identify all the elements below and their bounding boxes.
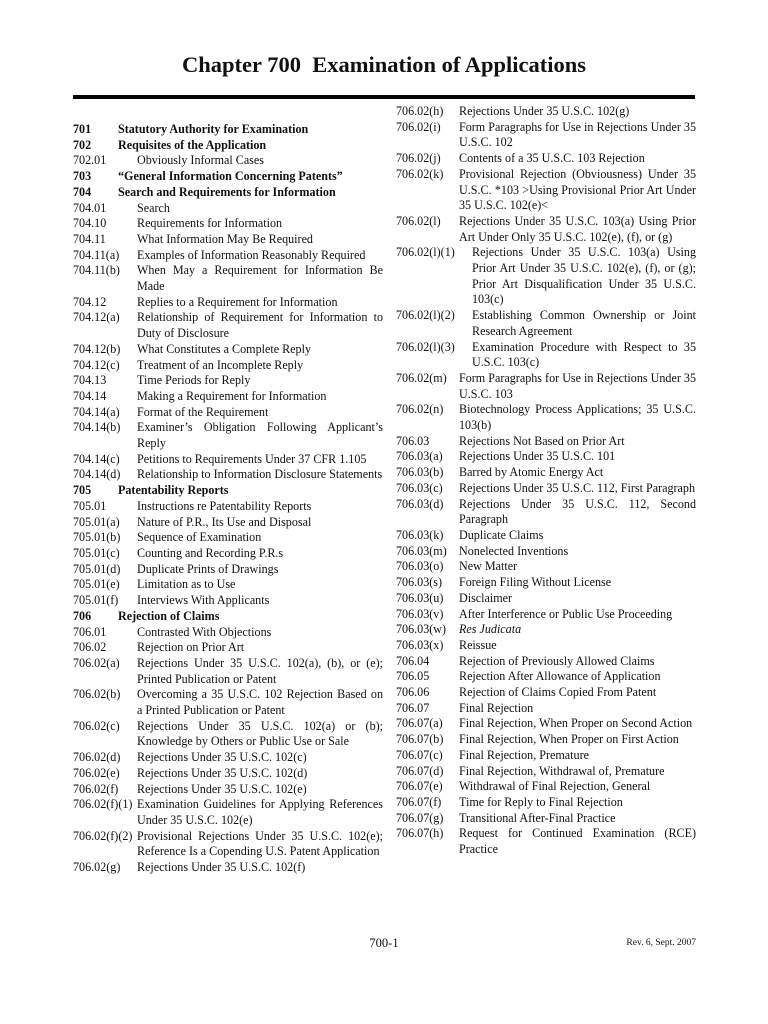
- section-title: Form Paragraphs for Use in Rejections Under 35 U.S.C. 102: [459, 119, 696, 150]
- toc-entry: [396, 638, 696, 654]
- toc-entry: [73, 216, 383, 232]
- section-number: 706.03(u): [396, 590, 444, 605]
- toc-entry: [73, 719, 383, 750]
- section-number: 706.03(k): [396, 527, 444, 542]
- section-number: 706.03(d): [396, 496, 444, 511]
- section-title: Format of the Requirement: [137, 404, 269, 419]
- section-title: Petitions to Requirements Under 37 CFR 1.105: [137, 451, 367, 466]
- toc-entry: [73, 562, 383, 578]
- toc-entry: [396, 622, 696, 638]
- toc-right-column: [396, 104, 696, 858]
- section-title: Duplicate Claims: [459, 527, 544, 542]
- section-number: 706.06: [396, 685, 430, 700]
- section-number: 704.14(c): [73, 451, 120, 466]
- section-number: 706.02(l)(1): [396, 245, 455, 260]
- section-number: 704.11(b): [73, 263, 120, 278]
- section-title: Interviews With Applicants: [137, 593, 270, 608]
- toc-entry: [73, 358, 383, 374]
- section-number: 706.02(f)(2): [73, 828, 133, 843]
- section-title: Contents of a 35 U.S.C. 103 Rejection: [459, 151, 645, 166]
- section-number: 706.02(g): [73, 860, 121, 875]
- section-title: Search and Requirements for Information: [118, 184, 336, 199]
- section-number: 705.01(c): [73, 545, 120, 560]
- section-number: 704.01: [73, 200, 107, 215]
- toc-entry: [396, 685, 696, 701]
- section-number: 706.02(b): [73, 687, 121, 702]
- section-number: 706.07(b): [396, 732, 444, 747]
- toc-entry: [73, 577, 383, 593]
- toc-entry: [73, 263, 383, 294]
- toc-entry: [396, 104, 696, 120]
- section-number: 705.01(e): [73, 577, 120, 592]
- section-title: Relationship to Information Disclosure Statements: [137, 467, 383, 482]
- section-title: Final Rejection, Withdrawal of, Premature: [459, 763, 665, 778]
- section-number: 704.11: [73, 231, 106, 246]
- section-title: Final Rejection, Premature: [459, 747, 589, 762]
- section-number: 704.12(c): [73, 357, 120, 372]
- section-number: 706.07(g): [396, 810, 444, 825]
- section-title: Instructions re Patentability Reports: [137, 498, 312, 513]
- section-title: Reissue: [459, 637, 497, 652]
- section-title: Request for Continued Examination (RCE) Practice: [459, 826, 696, 857]
- section-title: Rejections Under 35 U.S.C. 102(a) or (b); Knowledge by Others or Public Use or Sale: [137, 718, 383, 749]
- section-title: Examples of Information Reasonably Required: [137, 247, 366, 262]
- section-title: Rejections Under 35 U.S.C. 102(e): [137, 781, 307, 796]
- section-number: 706.02(c): [73, 718, 120, 733]
- section-number: 704.14(a): [73, 404, 120, 419]
- section-number: 706.07(e): [396, 779, 443, 794]
- section-title: Requisites of the Application: [118, 137, 267, 152]
- toc-entry: [396, 669, 696, 685]
- section-title: Obviously Informal Cases: [137, 153, 264, 168]
- toc-entry: [396, 167, 696, 214]
- toc-entry: [396, 732, 696, 748]
- toc-entry: [396, 120, 696, 151]
- section-title: Nature of P.R., Its Use and Disposal: [137, 514, 312, 529]
- section-title: Duplicate Prints of Drawings: [137, 561, 279, 576]
- toc-entry: [73, 201, 383, 217]
- section-number: 705: [73, 483, 92, 498]
- section-title: Rejection After Allowance of Application: [459, 669, 661, 684]
- section-number: 706.07(f): [396, 794, 442, 809]
- section-number: 706.07(d): [396, 763, 444, 778]
- toc-entry: [396, 151, 696, 167]
- toc-entry: [396, 591, 696, 607]
- section-number: 706.02(l)(3): [396, 339, 455, 354]
- toc-entry: [73, 499, 383, 515]
- section-title: Contrasted With Objections: [137, 624, 272, 639]
- section-title: Nonelected Inventions: [459, 543, 569, 558]
- section-title: Examination Procedure with Respect to 35 U.S.C. 103(c): [472, 339, 696, 370]
- toc-entry: [73, 640, 383, 656]
- toc-entry: [73, 389, 383, 405]
- toc-entry: [396, 528, 696, 544]
- section-number: 704.10: [73, 216, 107, 231]
- section-number: 704.13: [73, 373, 107, 388]
- section-title: Rejections Under 35 U.S.C. 102(d): [137, 765, 308, 780]
- section-number: 706.03(c): [396, 480, 443, 495]
- section-title: Rejections Under 35 U.S.C. 103(a) Using Prior Art Under Only 35 U.S.C. 102(e), (f), or (g): [459, 213, 696, 244]
- section-number: 706.02(m): [396, 370, 447, 385]
- section-number: 705.01(b): [73, 530, 121, 545]
- section-number: 706.01: [73, 624, 107, 639]
- toc-entry: [73, 232, 383, 248]
- toc-entry: [73, 405, 383, 421]
- section-number: 705.01: [73, 498, 107, 513]
- section-title: Overcoming a 35 U.S.C. 102 Rejection Based on a Printed Publication or Patent: [137, 687, 383, 718]
- toc-entry: [73, 420, 383, 451]
- section-number: 706.02(k): [396, 166, 444, 181]
- section-number: 706.03(m): [396, 543, 447, 558]
- section-title: Rejections Under 35 U.S.C. 112, Second Paragraph: [459, 496, 696, 527]
- section-title: Statutory Authority for Examination: [118, 122, 309, 136]
- section-title: Rejections Under 35 U.S.C. 102(f): [137, 860, 306, 875]
- section-number: 706.02(n): [396, 402, 444, 417]
- section-number: 706.02(e): [73, 765, 120, 780]
- toc-entry: [73, 153, 383, 169]
- chapter-title: Chapter 700 Examination of Applications: [181, 52, 586, 77]
- toc-entry: [73, 530, 383, 546]
- toc-entry: [73, 797, 383, 828]
- section-number: 706.02(j): [396, 151, 441, 166]
- section-number: 706.02(h): [396, 104, 444, 118]
- section-title: “General Information Concerning Patents”: [118, 169, 343, 184]
- toc-entry: [73, 310, 383, 341]
- section-number: 704.14(b): [73, 420, 121, 435]
- section-title: Res Judicata: [459, 622, 522, 637]
- section-title: Establishing Common Ownership or Joint Research Agreement: [472, 308, 696, 338]
- section-title: Provisional Rejection (Obviousness) Under 35 U.S.C. *103 >Using Provisional Prior Art Under 35 U.S.C. 102(e)<: [459, 166, 696, 213]
- section-title: Requirements for Information: [137, 216, 283, 231]
- section-title: Making a Requirement for Information: [137, 388, 327, 403]
- toc-entry: [73, 829, 383, 860]
- section-title: Barred by Atomic Energy Act: [459, 465, 604, 480]
- section-title: After Interference or Public Use Proceeding: [459, 606, 673, 621]
- section-number: 704.12(a): [73, 310, 120, 325]
- footer-page-number: 700-1: [369, 936, 399, 950]
- toc-entry: [73, 342, 383, 358]
- toc-entry: [396, 764, 696, 780]
- section-number: 705.01(f): [73, 593, 119, 608]
- section-title: Rejections Under 35 U.S.C. 102(c): [137, 750, 307, 765]
- toc-entry: [73, 373, 383, 389]
- section-number: 702: [73, 137, 92, 152]
- toc-entry: [396, 826, 696, 857]
- toc-entry: [73, 609, 383, 625]
- section-number: 706.03(x): [396, 637, 444, 652]
- section-number: 705.01(a): [73, 514, 120, 529]
- section-title: Final Rejection, When Proper on First Action: [459, 732, 679, 747]
- toc-entry: [73, 452, 383, 468]
- toc-entry: [396, 575, 696, 591]
- title-rule: [73, 95, 695, 99]
- toc-entry: [73, 782, 383, 798]
- section-number: 706: [73, 608, 92, 623]
- section-number: 704.14: [73, 388, 107, 403]
- section-title: Rejections Not Based on Prior Art: [459, 433, 625, 448]
- toc-entry: [396, 795, 696, 811]
- toc-entry: [73, 483, 383, 499]
- toc-entry: [396, 748, 696, 764]
- toc-entry: [73, 656, 383, 687]
- section-title: Form Paragraphs for Use in Rejections Under 35 U.S.C. 103: [459, 370, 696, 401]
- section-title: Rejections Under 35 U.S.C. 101: [459, 449, 616, 464]
- section-title: Final Rejection: [459, 700, 534, 715]
- section-number: 706.02(l)(2): [396, 308, 455, 323]
- toc-entry: [73, 138, 383, 154]
- section-title: Limitation as to Use: [137, 577, 236, 592]
- section-title: Rejections Under 35 U.S.C. 102(g): [459, 104, 630, 118]
- section-title: Rejections Under 35 U.S.C. 102(a), (b), or (e); Printed Publication or Patent: [137, 655, 383, 686]
- section-title: Treatment of an Incomplete Reply: [137, 357, 304, 372]
- section-number: 703: [73, 169, 92, 184]
- toc-entry: [396, 481, 696, 497]
- toc-entry: [73, 860, 383, 876]
- section-title: Replies to a Requirement for Information: [137, 294, 338, 309]
- section-number: 706.02(d): [73, 750, 121, 765]
- section-title: Rejection of Previously Allowed Claims: [459, 653, 655, 668]
- section-number: 706.07(h): [396, 826, 444, 841]
- section-title: Counting and Recording P.R.s: [137, 545, 284, 560]
- section-number: 706.02: [73, 640, 107, 655]
- section-number: 706.05: [396, 669, 430, 684]
- toc-entry: [73, 295, 383, 311]
- section-title: Foreign Filing Without License: [459, 575, 612, 590]
- section-title: Transitional After-Final Practice: [459, 810, 616, 825]
- section-number: 706.03(b): [396, 465, 444, 480]
- section-number: 706.07: [396, 700, 430, 715]
- section-title: Search: [137, 200, 170, 215]
- toc-entry: [73, 546, 383, 562]
- toc-entry: [396, 716, 696, 732]
- section-number: 704.12(b): [73, 341, 121, 356]
- section-title: Patentability Reports: [118, 483, 229, 498]
- section-title: Examination Guidelines for Applying References Under 35 U.S.C. 102(e): [137, 797, 383, 827]
- toc-entry: [73, 593, 383, 609]
- section-title: Biotechnology Process Applications; 35 U.S.C. 103(b): [459, 402, 696, 433]
- toc-entry: [396, 779, 696, 795]
- section-title: Time Periods for Reply: [137, 373, 251, 388]
- section-title: Sequence of Examination: [137, 530, 262, 545]
- section-number: 706.03(s): [396, 575, 443, 590]
- section-number: 706.07(a): [396, 716, 443, 731]
- section-number: 701: [73, 122, 92, 136]
- section-title: Time for Reply to Final Rejection: [459, 794, 623, 809]
- toc-entry: [73, 169, 383, 185]
- section-title: Provisional Rejections Under 35 U.S.C. 102(e); Reference Is a Copending U.S. Patent Application: [137, 828, 383, 859]
- toc-entry: [396, 607, 696, 623]
- section-title: Rejection of Claims Copied From Patent: [459, 685, 657, 700]
- toc-entry: [396, 654, 696, 670]
- toc-entry: [73, 766, 383, 782]
- toc-entry: [73, 515, 383, 531]
- section-title: Withdrawal of Final Rejection, General: [459, 779, 651, 794]
- toc-entry: [73, 750, 383, 766]
- section-number: 706.02(f)(1): [73, 797, 133, 812]
- footer-revision: Rev. 6, Sept. 2007: [626, 938, 696, 948]
- toc-entry: [396, 811, 696, 827]
- section-number: 706.03(v): [396, 606, 444, 621]
- section-title: Rejections Under 35 U.S.C. 103(a) Using Prior Art Under 35 U.S.C. 102(e), (f), or (g); Prior Art Disqualification Under 35 U.S.C. 103(c): [472, 245, 696, 307]
- section-number: 702.01: [73, 153, 107, 168]
- toc-entry: [396, 245, 696, 308]
- toc-entry: [73, 248, 383, 264]
- section-number: 706.03(a): [396, 449, 443, 464]
- section-number: 705.01(d): [73, 561, 121, 576]
- section-number: 704.12: [73, 294, 107, 309]
- section-number: 706.03(o): [396, 559, 444, 574]
- section-number: 706.04: [396, 653, 430, 668]
- section-title: Rejection on Prior Art: [137, 640, 245, 655]
- section-number: 706.02(i): [396, 119, 441, 134]
- toc-entry: [396, 559, 696, 575]
- section-title: Examiner’s Obligation Following Applicant’s Reply: [137, 420, 383, 451]
- section-number: 706.03: [396, 433, 430, 448]
- toc-entry: [73, 467, 383, 483]
- toc-entry: [73, 185, 383, 201]
- section-title: When May a Requirement for Information Be Made: [137, 263, 383, 294]
- section-number: 706.02(l): [396, 213, 441, 228]
- toc-entry: [396, 497, 696, 528]
- section-title: What Information May Be Required: [137, 231, 313, 246]
- toc-entry: [396, 701, 696, 717]
- toc-entry: [396, 214, 696, 245]
- toc-entry: [396, 434, 696, 450]
- toc-entry: [396, 371, 696, 402]
- section-title: New Matter: [459, 559, 518, 574]
- toc-entry: [73, 687, 383, 718]
- toc-entry: [396, 544, 696, 560]
- toc-entry: [396, 402, 696, 433]
- section-number: 706.07(c): [396, 747, 443, 762]
- section-title: Rejection of Claims: [118, 608, 220, 623]
- toc-entry: [396, 465, 696, 481]
- section-title: What Constitutes a Complete Reply: [137, 341, 311, 356]
- toc-entry: [396, 340, 696, 371]
- section-title: Rejections Under 35 U.S.C. 112, First Paragraph: [459, 480, 696, 495]
- section-title: Relationship of Requirement for Information to Duty of Disclosure: [137, 310, 383, 341]
- section-number: 704: [73, 184, 92, 199]
- section-number: 704.14(d): [73, 467, 121, 482]
- toc-entry: [396, 308, 696, 339]
- section-number: 704.11(a): [73, 247, 120, 262]
- section-number: 706.03(w): [396, 622, 447, 637]
- toc-entry: [73, 122, 383, 138]
- toc-entry: [396, 449, 696, 465]
- section-title: Final Rejection, When Proper on Second Action: [459, 716, 693, 731]
- section-number: 706.02(a): [73, 655, 120, 670]
- toc-entry: [73, 625, 383, 641]
- section-number: 706.02(f): [73, 781, 119, 796]
- toc-left-column: [73, 122, 383, 876]
- section-title: Disclaimer: [459, 590, 513, 605]
